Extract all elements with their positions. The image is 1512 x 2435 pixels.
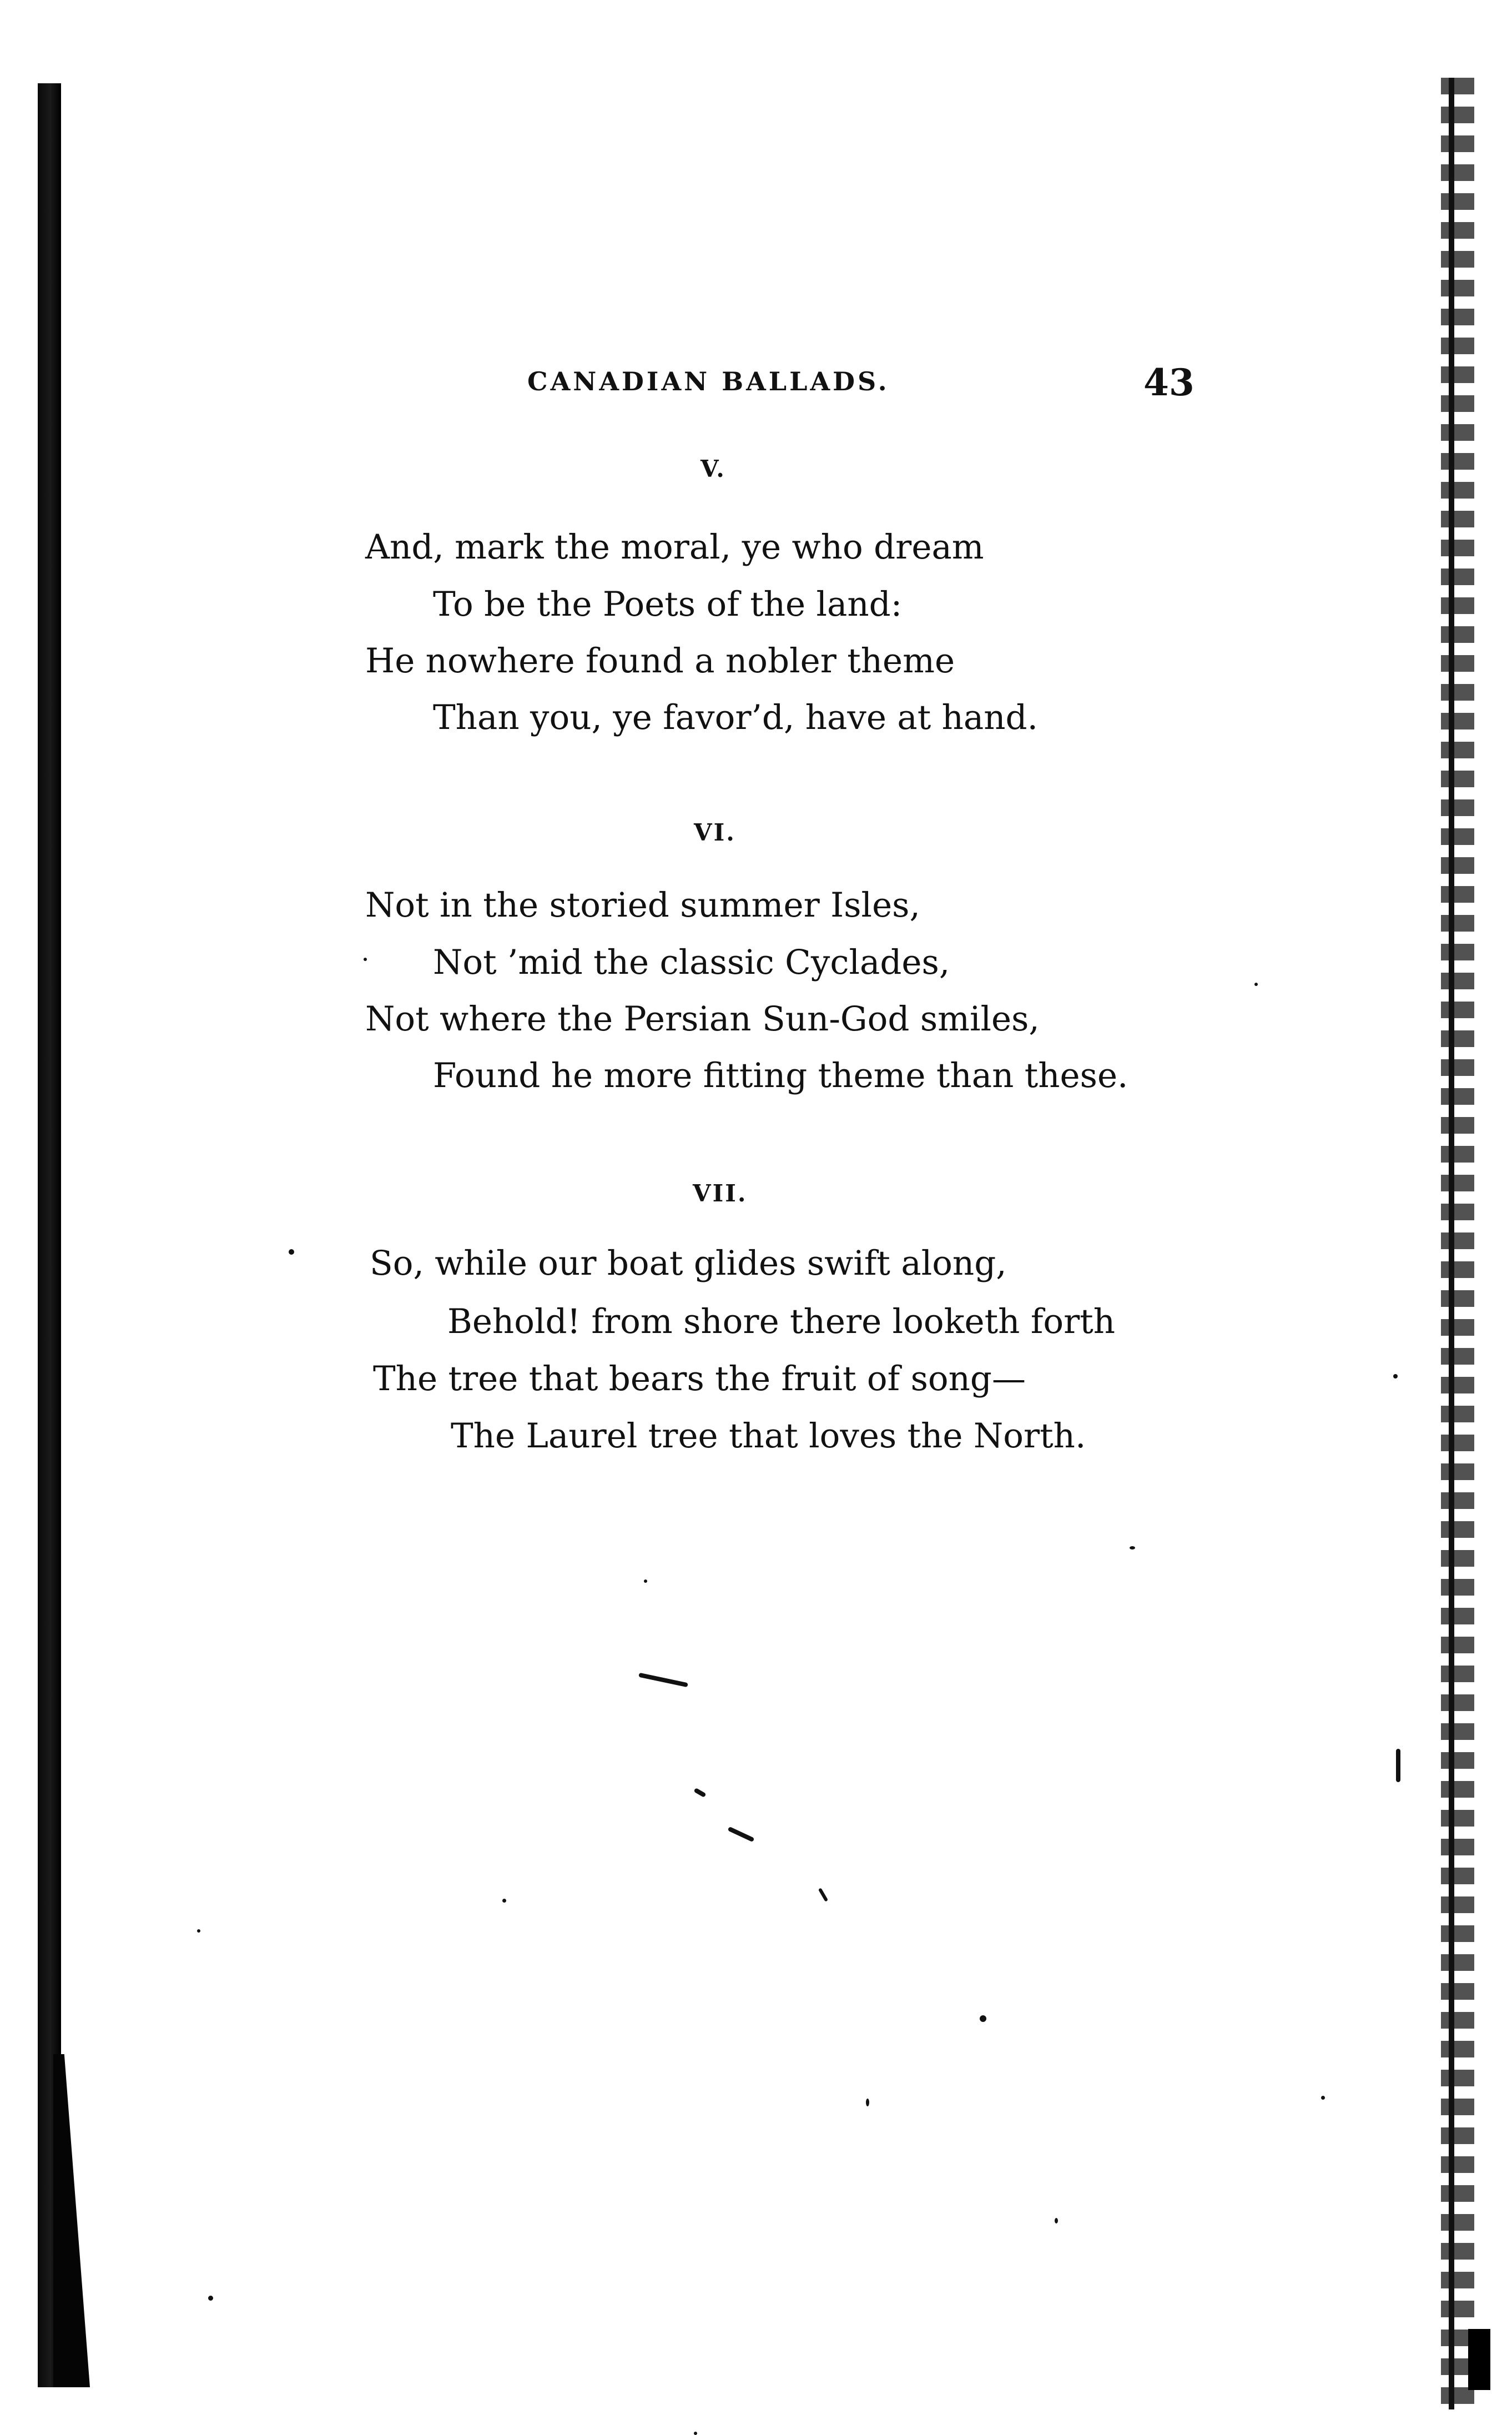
ink-speck xyxy=(1055,2218,1058,2223)
verse-line: Behold! from shore there looketh forth xyxy=(447,1302,1116,1341)
ink-speck xyxy=(980,2015,986,2022)
ink-smudge xyxy=(693,1788,706,1798)
verse-line: And, mark the moral, ye who dream xyxy=(365,527,984,567)
ink-speck xyxy=(1130,1546,1135,1549)
binding-shadow-left xyxy=(38,83,61,2387)
ink-speck xyxy=(1254,983,1258,986)
page-edge-mark xyxy=(1468,2329,1490,2390)
stanza-number: VII. xyxy=(693,1180,748,1207)
verse-line: The tree that bears the fruit of song— xyxy=(373,1359,1026,1398)
stanza-number: V. xyxy=(700,455,726,482)
ink-speck xyxy=(1396,1749,1400,1782)
binding-shadow-foot xyxy=(53,2054,114,2387)
verse-line: Than you, ye favor’d, have at hand. xyxy=(433,698,1038,737)
ink-speck xyxy=(197,1929,200,1933)
verse-line: To be the Poets of the land: xyxy=(433,585,903,624)
ink-speck xyxy=(694,2432,697,2435)
ink-speck xyxy=(364,958,367,961)
ink-speck xyxy=(866,2099,869,2106)
stanza-number: VI. xyxy=(694,819,736,846)
verse-line: Not where the Persian Sun-God smiles, xyxy=(365,999,1040,1039)
page-number: 43 xyxy=(1143,361,1195,404)
verse-line: He nowhere found a nobler theme xyxy=(365,641,955,681)
ink-speck xyxy=(208,2296,213,2301)
ink-speck xyxy=(644,1579,647,1583)
verse-line: Not ’mid the classic Cyclades, xyxy=(433,943,950,982)
page-edge-line xyxy=(1449,78,1454,2409)
verse-line: Not in the storied summer Isles, xyxy=(365,886,920,925)
verse-line: So, while our boat glides swift along, xyxy=(370,1244,1007,1283)
verse-line: Found he more fitting theme than these. xyxy=(433,1056,1128,1095)
ink-smudge xyxy=(728,1827,755,1842)
ink-speck xyxy=(1321,2096,1325,2100)
ink-smudge xyxy=(638,1673,688,1688)
running-head: CANADIAN BALLADS. xyxy=(527,366,890,396)
ink-speck xyxy=(289,1249,294,1255)
ink-speck xyxy=(1393,1374,1398,1379)
ink-speck xyxy=(502,1899,506,1903)
page-edge-right xyxy=(1441,78,1474,2409)
verse-line: The Laurel tree that loves the North. xyxy=(451,1416,1086,1456)
ink-speck xyxy=(818,1888,828,1902)
